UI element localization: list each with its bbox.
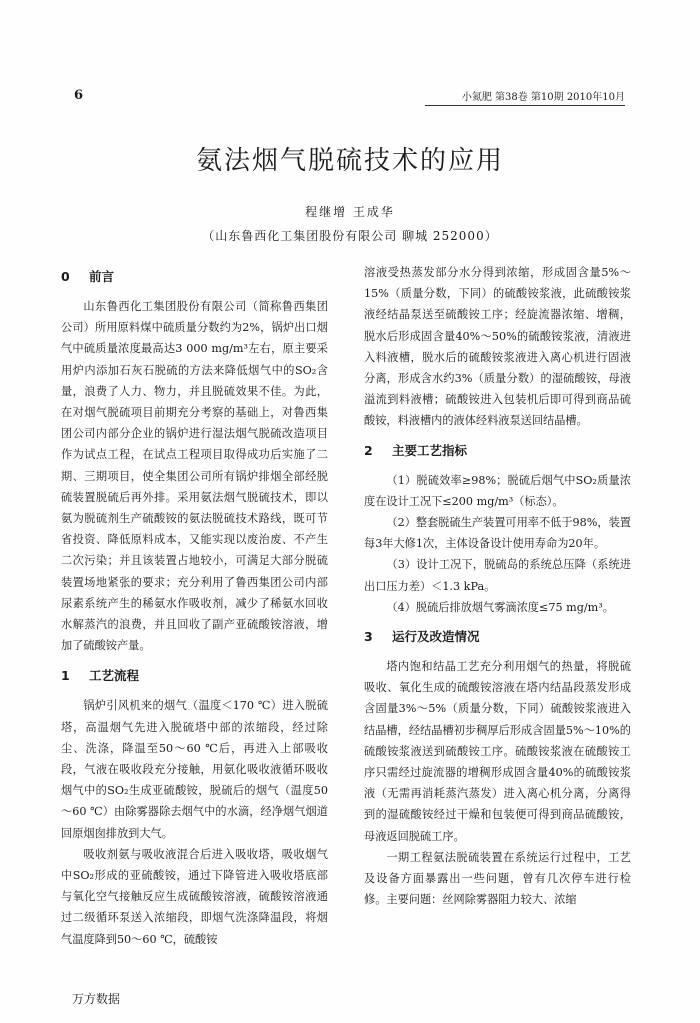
affiliation: （山东鲁西化工集团股份有限公司 聊城 252000） — [202, 229, 498, 243]
paragraph: 吸收剂氨与吸收液混合后进入吸收塔，吸收烟气中SO₂形成的亚硫酸铵，通过下降管进入吸收塔底部与氧化空气接触反应生成硫酸铵溶液，硫酸铵溶液通过二级循环泵送入浓缩段，即烟气洗涤降温段，将烟气温度降到50～60 ℃，硫酸铵 — [61, 847, 328, 946]
section-heading — [364, 441, 631, 461]
section-heading — [61, 267, 328, 287]
left-column — [61, 258, 328, 950]
list-item: （2）整套脱硫生产装置可用率不低于98%，装置每3年大修1次，主体设备设计使用寿命为20年。 — [364, 516, 631, 551]
list-item: （4）脱硫后排放烟气雾滴浓度≤75 mg/m³。 — [386, 600, 614, 614]
section-title: 前言 — [89, 269, 115, 284]
section-heading — [61, 666, 328, 686]
paragraph: 塔内饱和结晶工艺充分利用烟气的热量，将脱硫吸收、氧化生成的硫酸铵溶液在塔内结晶段蒸发形成含固量3%～5%（质量分数，下同）硫酸铵浆液进入结晶槽，经结晶槽初步稠厚后形成含固量5%～10%的硫酸铵浆液送到硫酸铵工序。硫酸铵浆液在硫酸铵工序只需经过旋流器的增稠形成固含量40%的硫酸铵浆液（无需再消耗蒸汽蒸发）进入离心机分离，分离得到的湿硫酸铵经过干燥和包装便可得到商品硫酸铵，母液返回脱硫工序。 — [364, 660, 631, 843]
paragraph: 锅炉引风机来的烟气（温度＜170 ℃）进入脱硫塔，高温烟气先进入脱硫塔中部的浓缩段，经过除尘、洗涤，降温至50～60 ℃后，再进入上部吸收段，气液在吸收段充分接触，用氨化吸收液循环吸收烟气中的SO₂生成亚硫酸铵，脱硫后的烟气（温度50～60 ℃）由除雾器除去烟气中的水滴，经净烟气烟道回原烟囱排放到大气。 — [61, 699, 328, 840]
paragraph: 一期工程氨法脱硫装置在系统运行过程中，工艺及设备方面暴露出一些问题，曾有几次停车进行检修。主要问题：丝网除雾器阻力较大、浓缩 — [364, 850, 631, 907]
section-title: 主要工艺指标 — [392, 442, 468, 458]
paragraph: 溶液受热蒸发部分水分得到浓缩，形成固含量5%～15%（质量分数，下同）的硫酸铵浆液，此硫酸铵浆液经结晶泵送至硫酸铵工序；经旋流器浓缩、增稠，脱水后形成固含量40%～50%的硫酸铵浆液，清液进入料液槽，脱水后的硫酸铵浆液进入离心机进行固液分离，形成含水约3%（质量分数）的湿硫酸铵，母液溢流到料液槽；硫酸铵进入包装机后即可得到商品硫酸铵，料液槽内的液体经料液泵送回结晶槽。 — [364, 266, 631, 428]
section-number: 2 — [364, 442, 373, 458]
article-title: 氨法烟气脱硫技术的应用 — [195, 146, 504, 176]
footer-watermark: 万方数据 — [72, 992, 121, 1006]
page-number: 6 — [74, 88, 84, 103]
right-column — [364, 262, 631, 910]
section-number: 3 — [364, 629, 373, 645]
section-number: 0 — [61, 269, 70, 284]
list-item: （1）脱硫效率≥98%；脱硫后烟气中SO₂质量浓度在设计工况下≤200 mg/m³（标态）。 — [364, 473, 631, 508]
list-item: （3）设计工况下，脱硫岛的系统总压降（系统进出口压力差）＜1.3 kPa。 — [364, 558, 631, 593]
authors: 程继增 王成华 — [305, 205, 395, 219]
section-heading — [364, 627, 631, 647]
section-title: 工艺流程 — [89, 668, 140, 684]
section-title: 运行及改造情况 — [392, 629, 480, 645]
section-number: 1 — [61, 668, 70, 684]
running-head: 小氮肥 第38卷 第10期 2010年10月 — [425, 88, 625, 106]
paragraph: 山东鲁西化工集团股份有限公司（简称鲁西集团公司）所用原料煤中硫质量分数约为2%，锅炉出口烟气中硫质量浓度最高达3 000 mg/m³左右，原主要采用炉内添加石灰石脱硫的方法来降低烟气中的SO₂含量，浪费了人力、物力，并且脱硫效果不佳。为此，在对烟气脱硫项目前期充分考察的基础上，对鲁西集团公司内部分企业的锅炉进行湿法烟气脱硫改造项目作为试点工程，在试点工程项目取得成功后实施了二期、三期项目，使全集团公司所有锅炉排烟全部经脱硫装置脱硫后再外排。采用氨法烟气脱硫技术，即以氨为脱硫剂生产硫酸铵的氨法脱硫技术路线，既可节省投资、降低原料成本，又能实现以废治废、不产生二次污染；并且该装置占地较小，可满足大部分脱硫装置场地紧张的要求；充分利用了鲁西集团公司内部尿素系统产生的稀氨水作吸收剂，减少了稀氨水回收水解蒸汽的浪费，并且回收了副产亚硫酸铵溶液，增加了硫酸铵产量。 — [61, 300, 328, 653]
